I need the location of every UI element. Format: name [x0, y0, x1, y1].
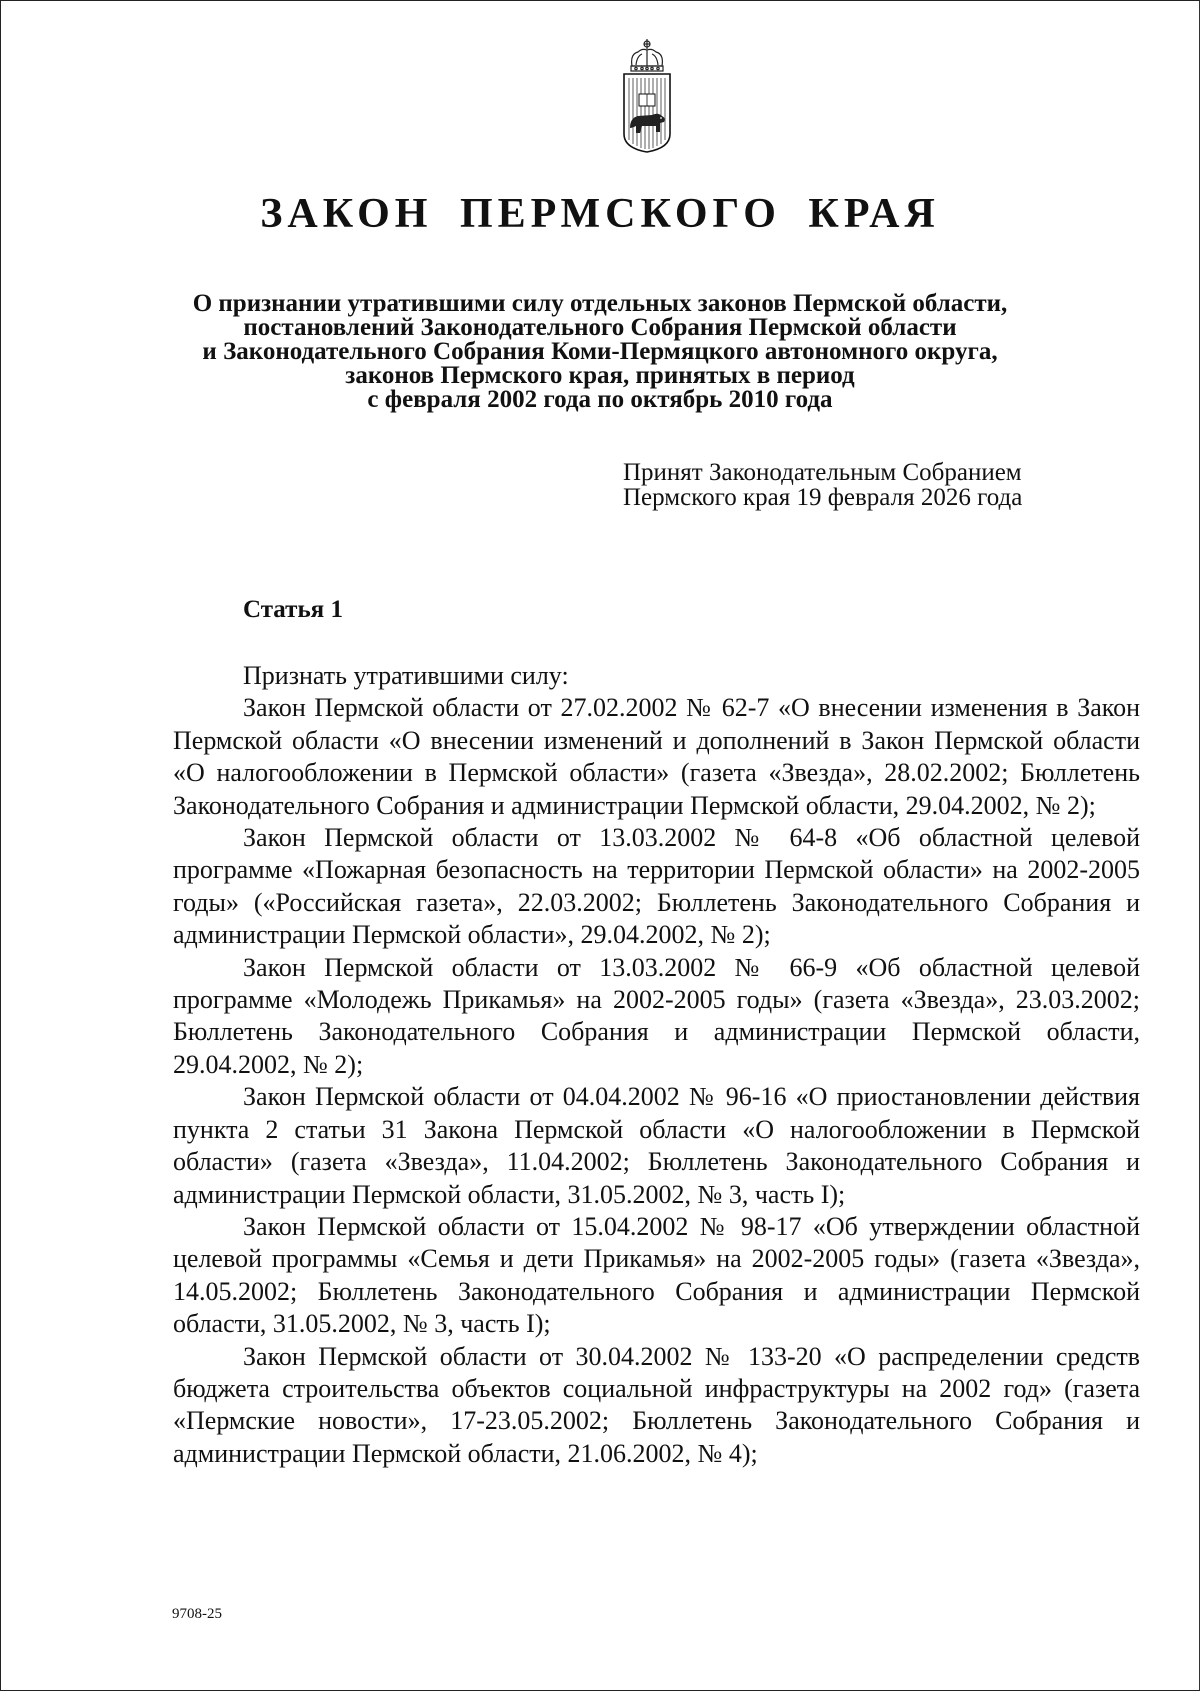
article-intro: Признать утратившими силу: [243, 661, 569, 690]
subtitle-line: законов Пермского края, принятых в период [345, 362, 855, 389]
article-body [173, 660, 1140, 1470]
list-item: Закон Пермской области от 15.04.2002 № 98-17 «Об утверждении областной целевой программы «Семья и дети Прикамья» на 2002-2005 годы» (газета «Звезда», 14.05.2002; Бюллетень Законодательного Собрания и администрации Пермской области, 31.05.2002, № 3, часть I); [173, 1211, 1140, 1339]
list-item: Закон Пермской области от 13.03.2002 № 64-8 «Об областной целевой программе «Пожарная безопасность на территории Пермской области» на 2002-2005 годы» («Российская газета», 22.03.2002; Бюллетень Законодательного Собрания и администрации Пермской области», 29.04.2002, № 2); [173, 823, 1140, 950]
list-item: Закон Пермской области от 04.04.2002 № 96-16 «О приостановлении действия пункта 2 статьи 31 Закона Пермской области «О налогообложении в Пермской области» (газета «Звезда», 11.04.2002; Бюллетень Законодательного Собрания и администрации Пермской области, 31.05.2002, № 3, часть I); [173, 1082, 1140, 1209]
list-item: Закон Пермской области от 13.03.2002 № 66-9 «Об областной целевой программе «Молодежь Прикамья» на 2002-2005 годы» (газета «Звезда», 23.03.2002; Бюллетень Законодательного Собрания и администрации Пермской области, 29.04.2002, № 2); [173, 952, 1140, 1079]
list-item: Закон Пермской области от 27.02.2002 № 62-7 «О внесении изменения в Закон Пермской области «О внесении изменений и дополнений в Закон Пермской области «О налогообложении в Пермской области» (газета «Звезда», 28.02.2002; Бюллетень Законодательного Собрания и администрации Пермской области, 29.04.2002, № 2); [173, 693, 1140, 820]
law-subtitle [150, 292, 1050, 412]
adoption-line: Принят Законодательным Собранием [623, 459, 1022, 486]
adoption-line: Пермского края 19 февраля 2026 года [623, 484, 1023, 511]
subtitle-line: постановлений Законодательного Собрания Пермской области [243, 314, 957, 341]
subtitle-line: и Законодательного Собрания Коми-Пермяцкого автономного округа, [202, 338, 998, 365]
document-title: ЗАКОН ПЕРМСКОГО КРАЯ [260, 191, 940, 237]
list-item: Закон Пермской области от 30.04.2002 № 133-20 «О распределении средств бюджета строительства объектов социальной инфраструктуры на 2002 год» (газета «Пермские новости», 17-23.05.2002; Бюллетень Законодательного Собрания и администрации Пермской области, 21.06.2002, № 4); [173, 1341, 1140, 1468]
coat-of-arms-icon [620, 38, 674, 153]
subtitle-line: с февраля 2002 года по октябрь 2010 года [367, 386, 833, 413]
article-heading: Статья 1 [243, 596, 343, 623]
document-code: 9708-25 [172, 1606, 222, 1622]
subtitle-line: О признании утратившими силу отдельных законов Пермской области, [192, 290, 1008, 317]
adoption-statement [623, 460, 1022, 510]
